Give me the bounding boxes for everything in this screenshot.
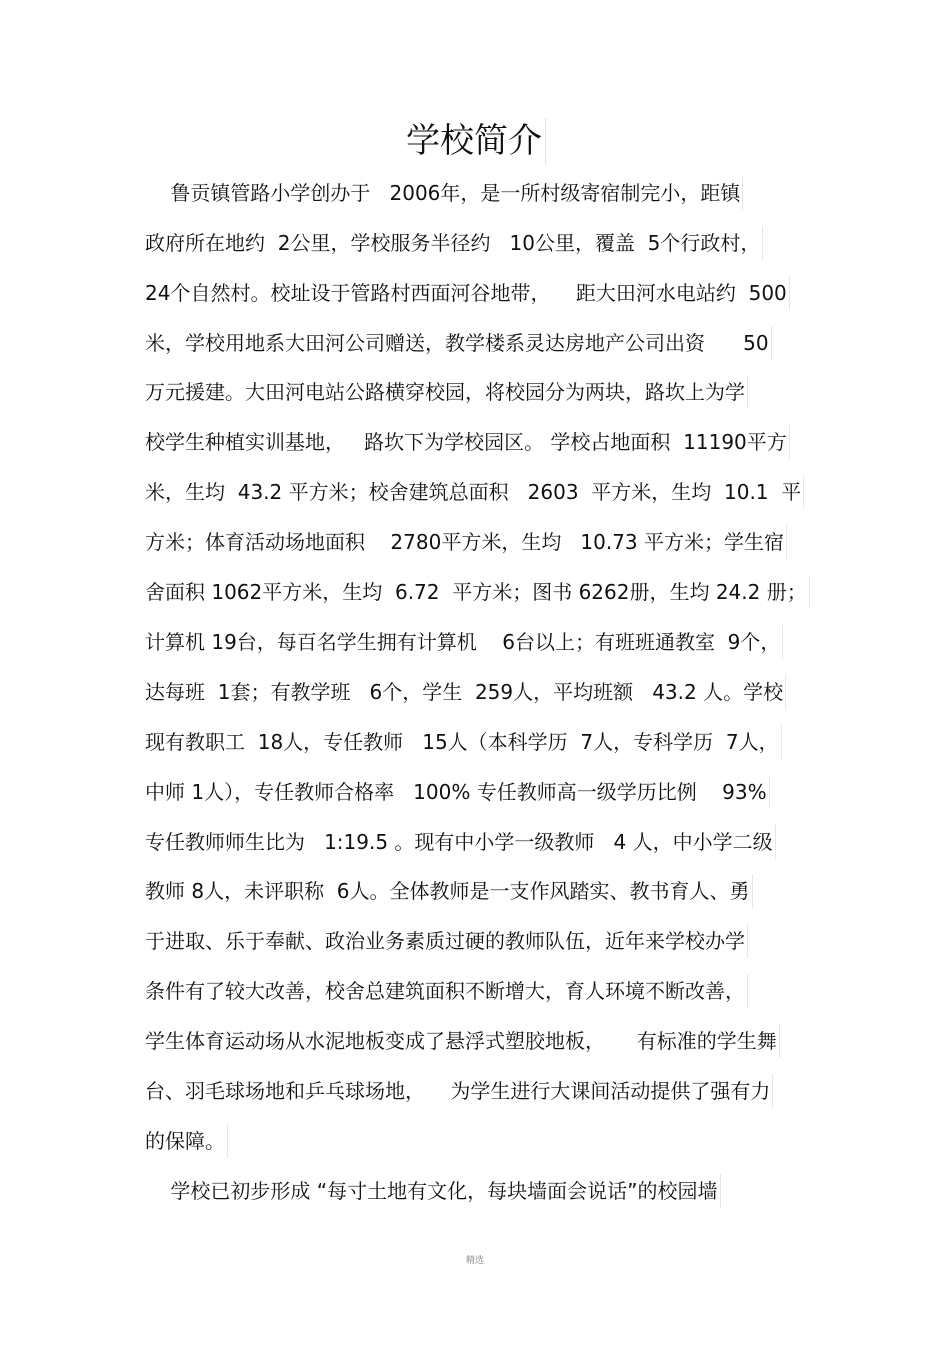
paragraph-line: 校学生种植实训基地， 路坎下为学校园区。 学校占地面积 11190平方 [145,425,790,459]
paragraph-line: 万元援建。大田河电站公路横穿校园，将校园分为两块，路坎上为学 [145,375,748,409]
paragraph-line: 的保障。 [145,1124,228,1158]
paragraph-line: 条件有了较大改善，校舍总建筑面积不断增大，育人环境不断改善， [145,974,748,1008]
paragraph-line: 台、羽毛球场地和乒乓球场地， 为学生进行大课间活动提供了强有力 [145,1074,773,1108]
paragraph-line: 计算机 19台，每百名学生拥有计算机 6台以上；有班班通教室 9个， [145,625,783,659]
paragraph-line: 方米；体育活动场地面积 2780平方米，生均 10.73 平方米；学生宿 [145,525,787,559]
paragraph-line: 学校已初步形成 “每寸土地有文化，每块墙面会说话”的校园墙 [145,1174,721,1208]
paragraph-line: 专任教师师生比为 1:19.5 。现有中小学一级教师 4 人，中小学二级 [145,825,776,859]
page-title: 学校简介 [403,118,546,164]
paragraph-line: 现有教职工 18人，专任教师 15人（本科学历 7人，专科学历 7人， [145,725,782,759]
paragraph-line: 中师 1人），专任教师合格率 100% 专任教师高一级学历比例 93% [145,775,770,809]
paragraph-line: 鲁贡镇管路小学创办于 2006年，是一所村级寄宿制完小，距镇 [145,176,743,210]
paragraph-line: 24个自然村。校址设于管路村西面河谷地带， 距大田河水电站约 500 [145,276,790,310]
paragraph-line: 政府所在地约 2公里，学校服务半径约 10公里，覆盖 5个行政村， [145,226,763,260]
paragraph-line: 达每班 1套；有教学班 6个，学生 259人，平均班额 43.2 人。学校 [145,675,786,709]
paragraph-line: 米，生均 43.2 平方米；校舍建筑总面积 2603 平方米，生均 10.1 平 [145,475,804,509]
page-footer: 精选 [465,1256,484,1266]
paragraph-line: 于进取、乐于奉献、政治业务素质过硬的教师队伍，近年来学校办学 [145,924,748,958]
paragraph-line: 舍面积 1062平方米，生均 6.72 平方米；图书 6262册，生均 24.2 册； [145,575,810,609]
paragraph-line: 学生体育运动场从水泥地板变成了悬浮式塑胶地板， 有标准的学生舞 [145,1024,780,1058]
paragraph-line: 米，学校用地系大田河公司赠送，教学楼系灵达房地产公司出资 50 [145,326,772,360]
paragraph-line: 教师 8人，未评职称 6人。全体教师是一支作风踏实、教书育人、勇 [145,874,753,908]
